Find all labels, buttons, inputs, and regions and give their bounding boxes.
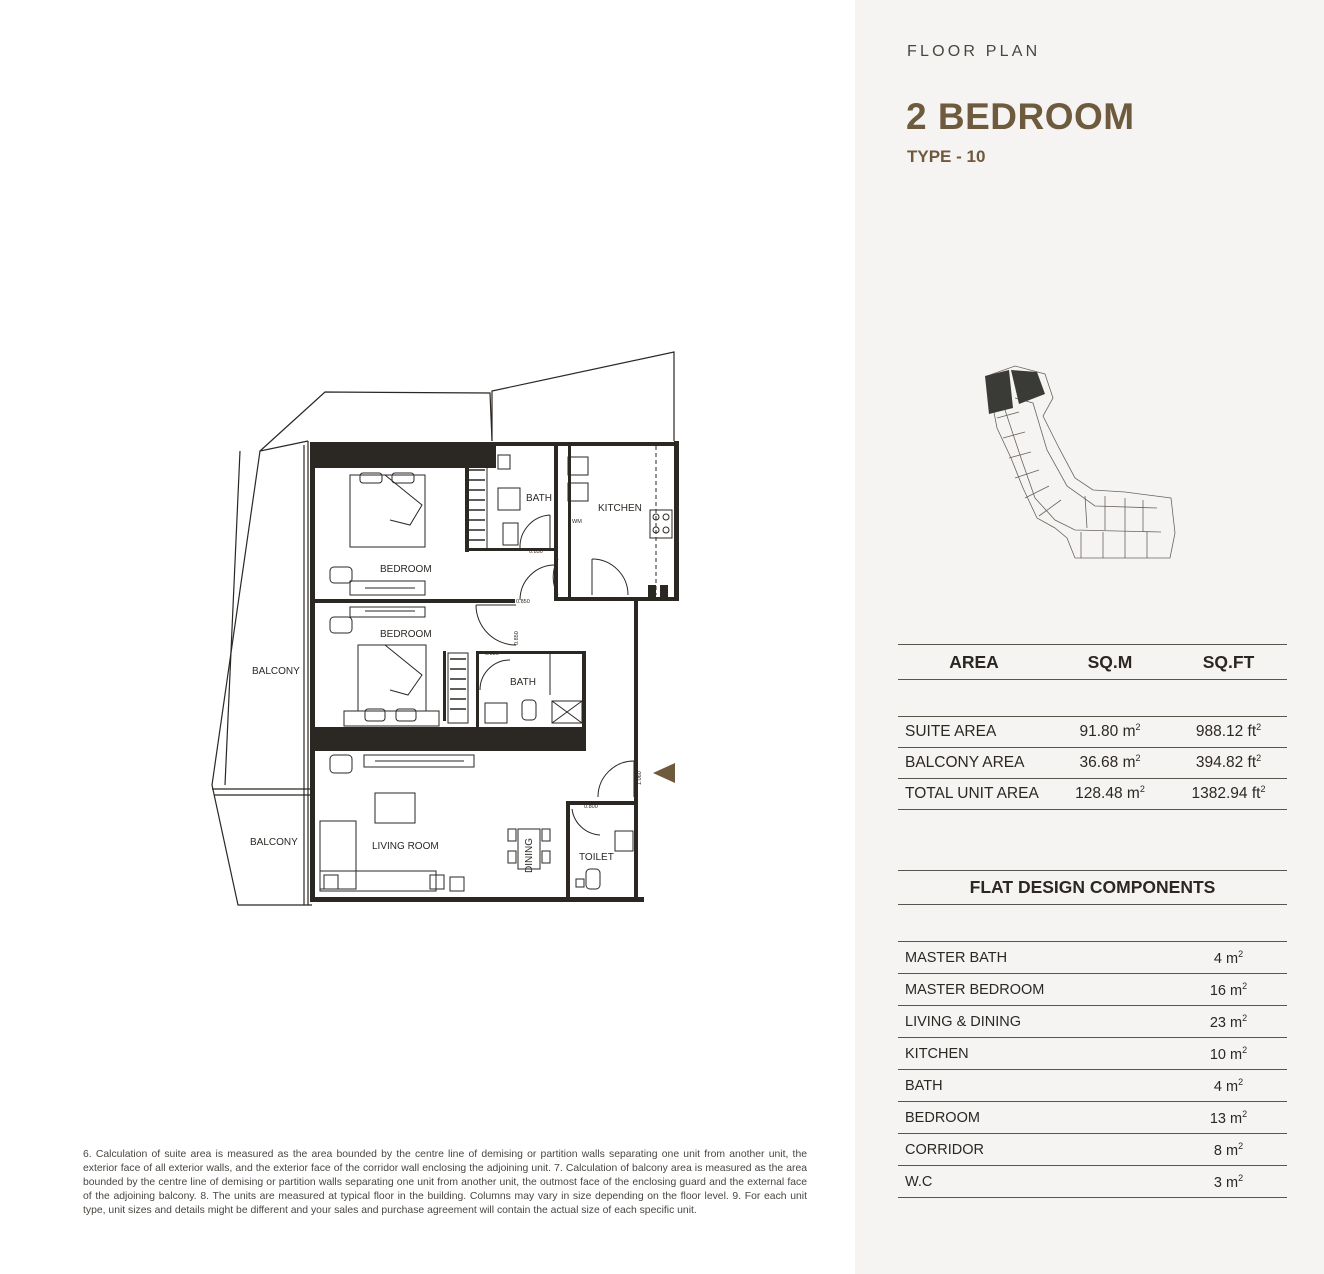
room-label-balcony-bottom: BALCONY xyxy=(250,837,298,848)
dim-label: 0.850 xyxy=(529,549,543,555)
component-label: KITCHEN xyxy=(905,1045,969,1062)
footnote: 6. Calculation of suite area is measured as the area bounded by the centre line of demising or partition walls separating one unit from another unit, the exterior face of all exterior walls, and the exterior face of the corridor wall enclosing the adjoining unit. 7. Calculation of balcony area is measured as the area bounded by the centre line of demising or partition walls separating one unit from another unit, the outmost face of the enclosing guard and the external face of the adjoining balcony. 8. The units are measured at typical floor in the building. Columns may vary in size depending on the floor level. 9. For each unit type, unit sizes and details might be different and your sales and purchase agreement will contain the actual size of each specific unit. xyxy=(83,1149,807,1216)
component-label: CORRIDOR xyxy=(905,1141,984,1158)
floor-plan-drawing xyxy=(200,345,690,915)
wm-label: WM xyxy=(572,519,582,525)
dim-label: 0.800 xyxy=(584,804,598,810)
dim-label: 0.850 xyxy=(516,599,530,605)
component-label: LIVING & DINING xyxy=(905,1013,1022,1030)
component-label: W.C xyxy=(905,1173,933,1190)
row-sqm: 128.48 $m^2$ xyxy=(1075,784,1145,803)
room-label-living: LIVING ROOM xyxy=(372,841,439,852)
room-label-toilet: TOILET xyxy=(579,852,614,863)
component-value: 4 $m^2$ xyxy=(1213,1076,1244,1095)
row-label: BALCONY AREA xyxy=(905,754,1025,771)
area-table xyxy=(898,644,1287,810)
header-area: AREA xyxy=(949,651,999,672)
components-title: FLAT DESIGN COMPONENTS xyxy=(969,877,1216,897)
list-item xyxy=(898,1166,1287,1198)
component-label: MASTER BATH xyxy=(905,949,1008,966)
table-row xyxy=(898,717,1287,748)
list-item xyxy=(898,1006,1287,1038)
header-sqm: SQ.M xyxy=(1087,651,1133,672)
room-label-dining: DINING xyxy=(524,838,535,873)
row-sqm: 36.68 $m^2$ xyxy=(1079,753,1141,772)
component-label: BATH xyxy=(905,1077,943,1094)
component-value: 13 $m^2$ xyxy=(1209,1108,1248,1127)
room-label-bath-mid: BATH xyxy=(510,677,536,688)
component-label: BEDROOM xyxy=(905,1109,980,1126)
entrance-arrow xyxy=(653,763,675,783)
key-plan-highlight xyxy=(985,370,1013,414)
row-label: SUITE AREA xyxy=(905,723,997,740)
page-title: 2 BEDROOM xyxy=(906,96,1135,137)
room-label-bedroom-top: BEDROOM xyxy=(380,564,432,575)
header-sqft: SQ.FT xyxy=(1202,651,1255,672)
room-label-bath-top: BATH xyxy=(526,493,552,504)
component-value: 10 $m^2$ xyxy=(1209,1044,1248,1063)
table-row xyxy=(898,779,1287,810)
component-value: 23 $m^2$ xyxy=(1209,1012,1248,1031)
key-plan-image xyxy=(975,358,1185,568)
dim-label: 0.940 xyxy=(604,597,618,603)
floor-plan-label: FLOOR PLAN xyxy=(907,43,1041,60)
component-value: 4 $m^2$ xyxy=(1213,948,1244,967)
list-item xyxy=(898,1038,1287,1070)
row-sqft: 1382.94 $ft^2$ xyxy=(1191,784,1266,803)
dim-label: 1.060 xyxy=(637,771,643,785)
unit-type: TYPE - 10 xyxy=(907,147,986,166)
list-item xyxy=(898,1070,1287,1102)
row-sqm: 91.80 $m^2$ xyxy=(1079,722,1141,741)
room-label-kitchen: KITCHEN xyxy=(598,503,642,514)
room-label-balcony-top: BALCONY xyxy=(252,666,300,677)
row-sqft: 988.12 $ft^2$ xyxy=(1195,722,1262,741)
row-label: TOTAL UNIT AREA xyxy=(905,785,1039,802)
room-label-bedroom-mid: BEDROOM xyxy=(380,629,432,640)
list-item xyxy=(898,974,1287,1006)
dim-label: 0.850 xyxy=(514,631,520,645)
component-value: 16 $m^2$ xyxy=(1209,980,1248,999)
component-label: MASTER BEDROOM xyxy=(905,981,1045,998)
components-table xyxy=(898,870,1287,1198)
table-row xyxy=(898,748,1287,779)
dim-label: 0.850 xyxy=(485,651,499,657)
list-item xyxy=(898,1134,1287,1166)
list-item xyxy=(898,1102,1287,1134)
component-value: 3 $m^2$ xyxy=(1213,1172,1244,1191)
list-item xyxy=(898,942,1287,974)
area-table-header xyxy=(898,645,1287,679)
row-sqft: 394.82 $ft^2$ xyxy=(1195,753,1262,772)
component-value: 8 $m^2$ xyxy=(1213,1140,1244,1159)
